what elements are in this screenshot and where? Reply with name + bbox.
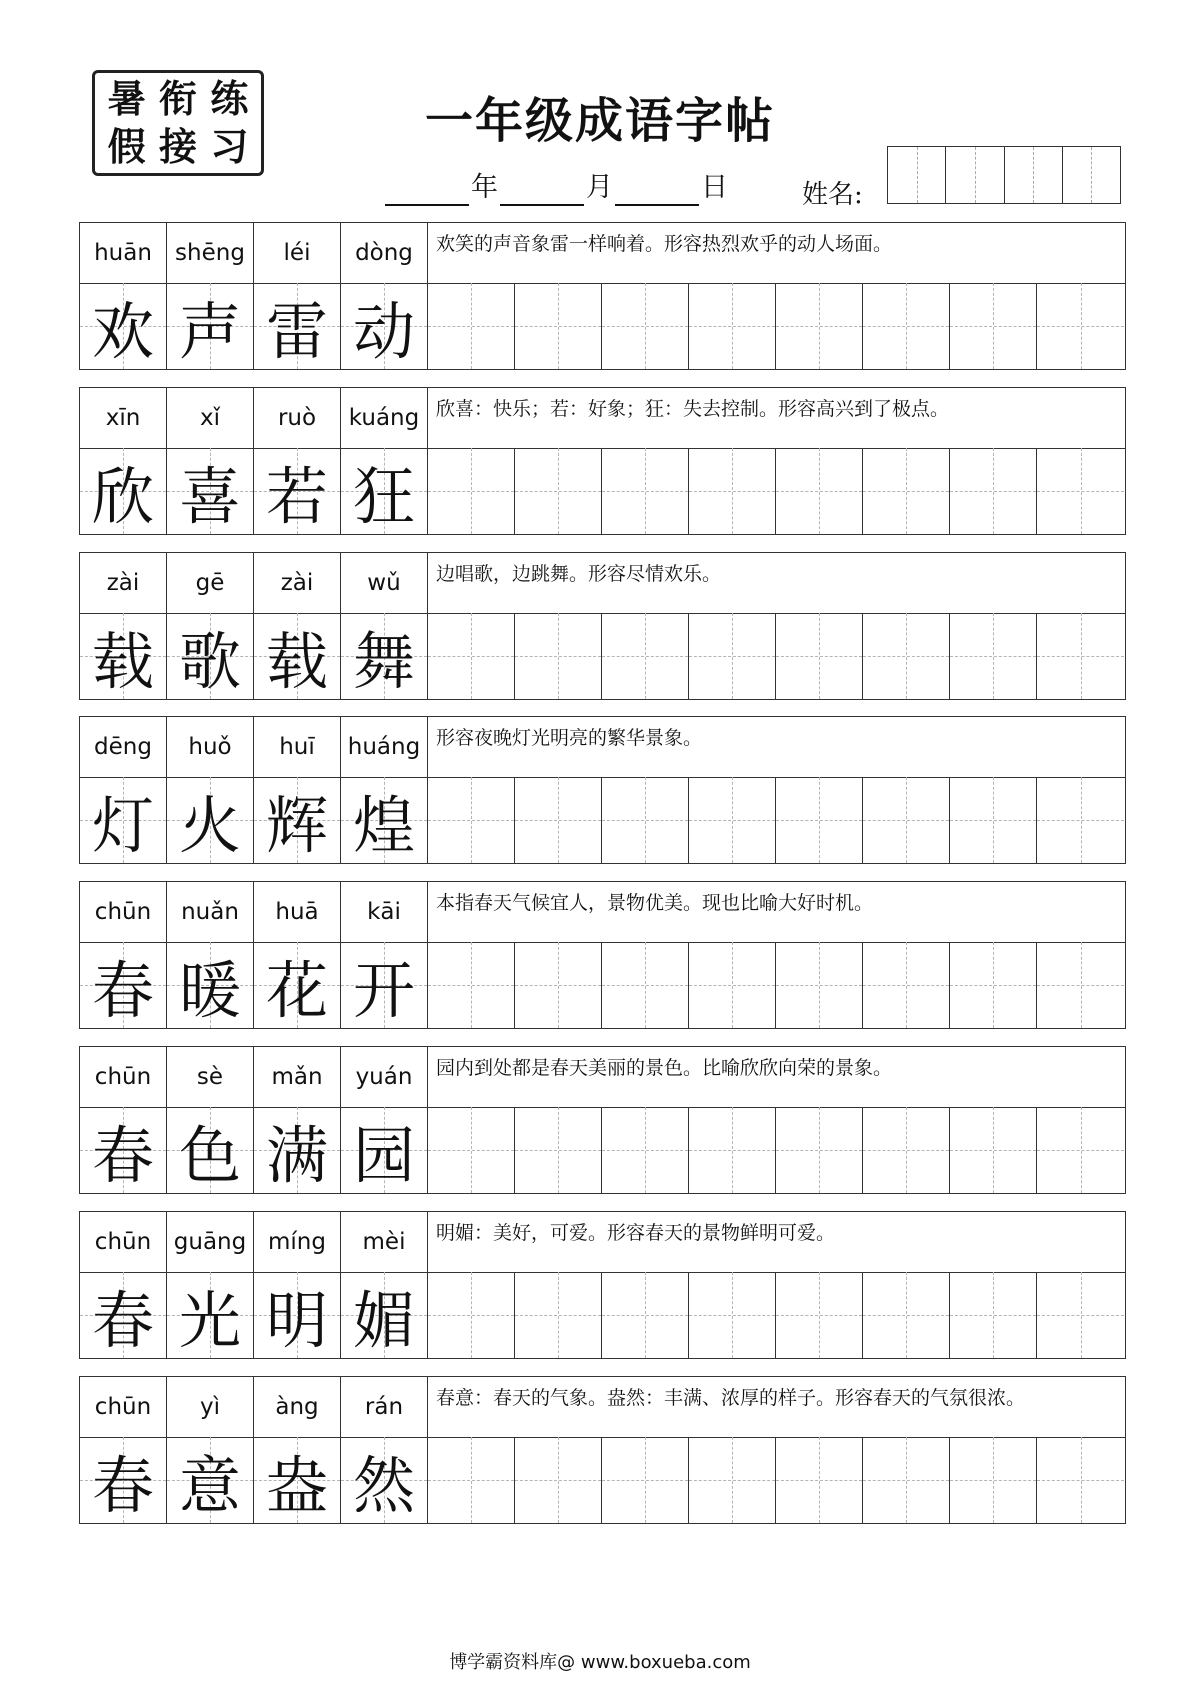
- pinyin: míng: [254, 1212, 341, 1272]
- definition: 春意：春天的气象。盎然：丰满、浓厚的样子。形容春天的气氛很浓。: [436, 1387, 1026, 1409]
- practice-cell[interactable]: [515, 777, 602, 863]
- hanzi: 然: [352, 1448, 415, 1522]
- character-cell: [80, 1107, 167, 1193]
- character-cell: [167, 448, 254, 534]
- practice-cell[interactable]: [602, 1272, 689, 1358]
- practice-cell[interactable]: [515, 942, 602, 1028]
- practice-cell[interactable]: [776, 777, 863, 863]
- practice-cell[interactable]: [689, 1107, 776, 1193]
- logo-char: 练: [210, 76, 249, 121]
- character-cell: [167, 1437, 254, 1523]
- pinyin-row: [80, 882, 1125, 943]
- practice-cell[interactable]: [428, 777, 515, 863]
- page-title: 一年级成语字帖: [424, 93, 775, 149]
- name-cell[interactable]: [888, 147, 946, 203]
- practice-cell[interactable]: [689, 1437, 776, 1523]
- hanzi: 暖: [178, 953, 241, 1027]
- pinyin-row: [80, 1212, 1125, 1273]
- character-cell: [80, 1272, 167, 1358]
- logo-char: 衔: [158, 76, 197, 121]
- hanzi: 开: [352, 953, 415, 1027]
- practice-cell[interactable]: [515, 1107, 602, 1193]
- month-blank[interactable]: [500, 174, 584, 206]
- character-row: [80, 777, 1125, 863]
- practice-cell[interactable]: [602, 1107, 689, 1193]
- definition: 形容夜晚灯光明亮的繁华景象。: [436, 727, 703, 749]
- pinyin: huān: [80, 223, 167, 283]
- character-cell: [341, 1107, 428, 1193]
- hanzi: 若: [265, 459, 328, 533]
- idiom-block: [79, 222, 1126, 370]
- hanzi: 动: [352, 294, 415, 368]
- logo-char: 接: [158, 124, 197, 169]
- practice-cell[interactable]: [1037, 283, 1124, 369]
- hanzi: 花: [265, 953, 328, 1027]
- practice-cell[interactable]: [689, 613, 776, 699]
- character-cell: [167, 1272, 254, 1358]
- hanzi: 明: [265, 1283, 328, 1357]
- footer-watermark: 博学霸资料库@ www.boxueba.com: [449, 1652, 751, 1673]
- character-row: [80, 942, 1125, 1028]
- day-blank[interactable]: [615, 174, 699, 206]
- pinyin: chūn: [80, 882, 167, 942]
- pinyin: àng: [254, 1377, 341, 1437]
- pinyin: shēng: [167, 223, 254, 283]
- hanzi: 歌: [178, 624, 241, 698]
- definition: 欢笑的声音象雷一样响着。形容热烈欢乎的动人场面。: [436, 233, 893, 255]
- character-cell: [167, 942, 254, 1028]
- character-cell: [80, 448, 167, 534]
- hanzi: 载: [265, 624, 328, 698]
- practice-cell[interactable]: [602, 613, 689, 699]
- pinyin: léi: [254, 223, 341, 283]
- practice-cell[interactable]: [776, 1437, 863, 1523]
- character-cell: [80, 283, 167, 369]
- practice-cell[interactable]: [1037, 613, 1124, 699]
- pinyin: guāng: [167, 1212, 254, 1272]
- character-cell: [167, 283, 254, 369]
- hanzi: 春: [91, 1118, 154, 1192]
- practice-cell[interactable]: [776, 448, 863, 534]
- practice-cell[interactable]: [602, 777, 689, 863]
- practice-cell[interactable]: [689, 283, 776, 369]
- practice-cell[interactable]: [602, 448, 689, 534]
- practice-cell[interactable]: [863, 283, 950, 369]
- practice-cell[interactable]: [863, 1437, 950, 1523]
- character-row: [80, 613, 1125, 699]
- idiom-block: [79, 1211, 1126, 1359]
- pinyin: rán: [341, 1377, 428, 1437]
- practice-cell[interactable]: [950, 283, 1037, 369]
- hanzi: 意: [178, 1448, 241, 1522]
- practice-cell[interactable]: [776, 1107, 863, 1193]
- definition: 欣喜：快乐；若：好象；狂：失去控制。形容高兴到了极点。: [436, 398, 950, 420]
- character-row: [80, 1437, 1125, 1523]
- idiom-block: [79, 552, 1126, 700]
- definition: 园内到处都是春天美丽的景色。比喻欣欣向荣的景象。: [436, 1057, 893, 1079]
- day-label: 日: [701, 172, 728, 203]
- character-row: [80, 1272, 1125, 1358]
- character-cell: [254, 1437, 341, 1523]
- pinyin: mèi: [341, 1212, 428, 1272]
- practice-cell[interactable]: [428, 613, 515, 699]
- practice-cell[interactable]: [515, 283, 602, 369]
- name-label: 姓名:: [802, 180, 863, 210]
- hanzi: 光: [178, 1283, 241, 1357]
- character-cell: [167, 1107, 254, 1193]
- idiom-block: [79, 716, 1126, 864]
- name-cell[interactable]: [946, 147, 1004, 203]
- pinyin-row: [80, 388, 1125, 449]
- idiom-block: [79, 387, 1126, 535]
- pinyin-row: [80, 1377, 1125, 1438]
- month-label: 月: [586, 172, 613, 203]
- hanzi: 煌: [352, 788, 415, 862]
- pinyin-row: [80, 553, 1125, 614]
- character-cell: [254, 777, 341, 863]
- pinyin: mǎn: [254, 1047, 341, 1107]
- pinyin: xǐ: [167, 388, 254, 448]
- practice-cell[interactable]: [950, 1107, 1037, 1193]
- practice-cell[interactable]: [1037, 1437, 1124, 1523]
- definition: 本指春天气候宜人，景物优美。现也比喻大好时机。: [436, 892, 874, 914]
- practice-cell[interactable]: [428, 1107, 515, 1193]
- practice-cell[interactable]: [602, 283, 689, 369]
- practice-cell[interactable]: [1037, 1272, 1124, 1358]
- practice-cell[interactable]: [950, 448, 1037, 534]
- hanzi: 载: [91, 624, 154, 698]
- character-cell: [80, 942, 167, 1028]
- character-cell: [254, 942, 341, 1028]
- practice-cell[interactable]: [428, 448, 515, 534]
- hanzi: 狂: [352, 459, 415, 533]
- hanzi: 满: [265, 1118, 328, 1192]
- practice-cell[interactable]: [1037, 1107, 1124, 1193]
- practice-cell[interactable]: [689, 1272, 776, 1358]
- hanzi: 灯: [91, 788, 154, 862]
- pinyin-row: [80, 223, 1125, 284]
- character-cell: [341, 942, 428, 1028]
- character-cell: [254, 613, 341, 699]
- pinyin: kāi: [341, 882, 428, 942]
- pinyin: dēng: [80, 717, 167, 777]
- pinyin: kuáng: [341, 388, 428, 448]
- pinyin: zài: [254, 553, 341, 613]
- practice-cell[interactable]: [950, 942, 1037, 1028]
- character-cell: [341, 448, 428, 534]
- character-cell: [341, 613, 428, 699]
- logo-char: 习: [210, 124, 249, 169]
- character-cell: [341, 1272, 428, 1358]
- practice-cell[interactable]: [515, 1437, 602, 1523]
- character-cell: [254, 448, 341, 534]
- hanzi: 色: [178, 1118, 241, 1192]
- practice-cell[interactable]: [950, 777, 1037, 863]
- definition: 边唱歌，边跳舞。形容尽情欢乐。: [436, 563, 722, 585]
- definition: 明媚：美好，可爱。形容春天的景物鲜明可爱。: [436, 1222, 836, 1244]
- date-line: [385, 170, 730, 206]
- character-cell: [341, 1437, 428, 1523]
- character-cell: [341, 777, 428, 863]
- idiom-block: [79, 1046, 1126, 1194]
- pinyin: chūn: [80, 1377, 167, 1437]
- character-cell: [167, 777, 254, 863]
- logo-char: 假: [107, 124, 146, 169]
- practice-cell[interactable]: [863, 777, 950, 863]
- hanzi: 盎: [265, 1448, 328, 1522]
- idiom-block: [79, 881, 1126, 1029]
- logo-char: 暑: [107, 76, 146, 121]
- hanzi: 媚: [352, 1283, 415, 1357]
- pinyin: ruò: [254, 388, 341, 448]
- name-cell[interactable]: [1005, 147, 1063, 203]
- pinyin: huī: [254, 717, 341, 777]
- hanzi: 雷: [265, 294, 328, 368]
- pinyin: dòng: [341, 223, 428, 283]
- year-blank[interactable]: [385, 174, 469, 206]
- pinyin: chūn: [80, 1212, 167, 1272]
- idiom-block: [79, 1376, 1126, 1524]
- pinyin: yì: [167, 1377, 254, 1437]
- pinyin: huáng: [341, 717, 428, 777]
- pinyin: yuán: [341, 1047, 428, 1107]
- pinyin: wǔ: [341, 553, 428, 613]
- character-cell: [80, 1437, 167, 1523]
- hanzi: 春: [91, 1283, 154, 1357]
- practice-cell[interactable]: [602, 942, 689, 1028]
- practice-cell[interactable]: [515, 1272, 602, 1358]
- hanzi: 火: [178, 788, 241, 862]
- practice-cell[interactable]: [689, 777, 776, 863]
- practice-cell[interactable]: [776, 942, 863, 1028]
- pinyin: gē: [167, 553, 254, 613]
- hanzi: 喜: [178, 459, 241, 533]
- name-grid[interactable]: [887, 146, 1121, 204]
- character-cell: [167, 613, 254, 699]
- practice-cell[interactable]: [1037, 777, 1124, 863]
- practice-cell[interactable]: [863, 613, 950, 699]
- pinyin: zài: [80, 553, 167, 613]
- practice-cell[interactable]: [950, 1272, 1037, 1358]
- practice-cell[interactable]: [689, 942, 776, 1028]
- character-cell: [80, 777, 167, 863]
- name-cell[interactable]: [1063, 147, 1120, 203]
- practice-cell[interactable]: [689, 448, 776, 534]
- practice-cell[interactable]: [428, 942, 515, 1028]
- pinyin: chūn: [80, 1047, 167, 1107]
- character-cell: [254, 1272, 341, 1358]
- practice-cell[interactable]: [515, 613, 602, 699]
- character-row: [80, 448, 1125, 534]
- character-cell: [254, 1107, 341, 1193]
- hanzi: 春: [91, 953, 154, 1027]
- character-cell: [80, 613, 167, 699]
- hanzi: 园: [352, 1118, 415, 1192]
- practice-cell[interactable]: [950, 1437, 1037, 1523]
- practice-cell[interactable]: [863, 448, 950, 534]
- hanzi: 声: [178, 294, 241, 368]
- practice-cell[interactable]: [1037, 448, 1124, 534]
- character-cell: [254, 283, 341, 369]
- practice-cell[interactable]: [602, 1437, 689, 1523]
- practice-cell[interactable]: [863, 1107, 950, 1193]
- practice-cell[interactable]: [1037, 942, 1124, 1028]
- character-row: [80, 283, 1125, 369]
- pinyin: huǒ: [167, 717, 254, 777]
- practice-cell[interactable]: [428, 283, 515, 369]
- practice-cell[interactable]: [515, 448, 602, 534]
- character-cell: [341, 283, 428, 369]
- hanzi: 春: [91, 1448, 154, 1522]
- pinyin: xīn: [80, 388, 167, 448]
- pinyin: nuǎn: [167, 882, 254, 942]
- practice-cell[interactable]: [776, 283, 863, 369]
- practice-cell[interactable]: [863, 1272, 950, 1358]
- pinyin: huā: [254, 882, 341, 942]
- practice-cell[interactable]: [428, 1437, 515, 1523]
- practice-cell[interactable]: [863, 942, 950, 1028]
- logo: [92, 70, 264, 176]
- pinyin-row: [80, 717, 1125, 778]
- practice-cell[interactable]: [776, 1272, 863, 1358]
- hanzi: 辉: [265, 788, 328, 862]
- practice-cell[interactable]: [776, 613, 863, 699]
- pinyin-row: [80, 1047, 1125, 1108]
- practice-cell[interactable]: [428, 1272, 515, 1358]
- pinyin: sè: [167, 1047, 254, 1107]
- practice-cell[interactable]: [950, 613, 1037, 699]
- year-label: 年: [471, 172, 498, 203]
- hanzi: 欣: [91, 459, 154, 533]
- hanzi: 欢: [91, 294, 154, 368]
- hanzi: 舞: [352, 624, 415, 698]
- character-row: [80, 1107, 1125, 1193]
